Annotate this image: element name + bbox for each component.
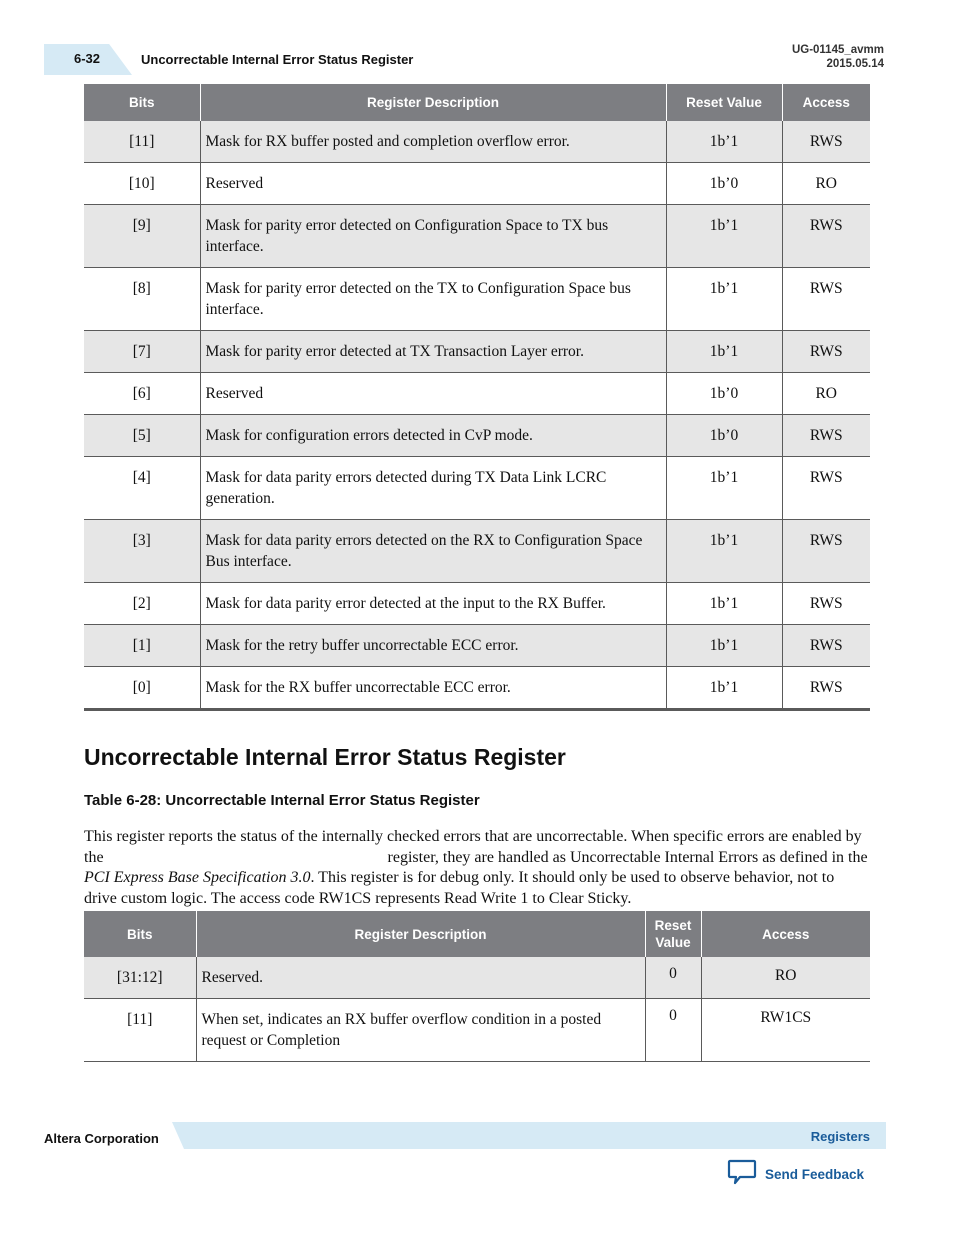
description-cell-text: Mask for parity error detected at TX Transaction Layer error. bbox=[205, 343, 584, 360]
description-cell bbox=[200, 667, 666, 710]
document-id-block bbox=[792, 43, 884, 71]
column-header-reset-value: Reset Value bbox=[666, 84, 782, 121]
access-cell bbox=[701, 999, 870, 1062]
bits-cell-text: [10] bbox=[128, 175, 155, 192]
description-cell-text: Reserved. bbox=[201, 969, 264, 986]
send-feedback-label: Send Feedback bbox=[765, 1167, 865, 1182]
bits-cell bbox=[84, 667, 200, 710]
bits-cell-text: [6] bbox=[132, 385, 151, 402]
bits-cell-text: [8] bbox=[132, 280, 151, 297]
access-cell bbox=[782, 457, 870, 520]
reset-value-cell bbox=[666, 163, 782, 205]
page-number: 6-32 bbox=[74, 51, 101, 66]
reset-value-cell bbox=[666, 415, 782, 457]
bits-cell-text: [5] bbox=[132, 427, 151, 444]
table-header-row bbox=[84, 84, 870, 121]
description-cell bbox=[200, 583, 666, 625]
bits-cell-text: [11] bbox=[127, 1011, 153, 1028]
table-row bbox=[84, 457, 870, 520]
access-cell-text: RO bbox=[774, 967, 797, 984]
bits-cell bbox=[84, 373, 200, 415]
description-cell bbox=[200, 331, 666, 373]
reset-value-cell-text: 0 bbox=[669, 965, 677, 982]
table-row bbox=[84, 415, 870, 457]
reset-value-cell-text: 1b’0 bbox=[709, 175, 739, 192]
table-row bbox=[84, 205, 870, 268]
bits-cell bbox=[84, 520, 200, 583]
access-cell-text: RWS bbox=[809, 427, 843, 444]
access-cell bbox=[701, 957, 870, 999]
column-header-access: Access bbox=[782, 84, 870, 121]
table-row bbox=[84, 667, 870, 710]
document-date: 2015.05.14 bbox=[826, 58, 884, 70]
description-cell bbox=[196, 957, 645, 999]
access-cell bbox=[782, 415, 870, 457]
bits-cell bbox=[84, 268, 200, 331]
access-cell bbox=[782, 205, 870, 268]
access-cell-text: RO bbox=[815, 175, 838, 192]
access-cell bbox=[782, 625, 870, 667]
reset-value-cell-text: 1b’1 bbox=[709, 280, 739, 297]
description-cell-text: Mask for parity error detected on Configuration Space to TX bus interface. bbox=[205, 217, 609, 255]
description-cell-text: Mask for configuration errors detected in CvP mode. bbox=[205, 427, 533, 444]
reset-value-cell bbox=[666, 373, 782, 415]
description-cell bbox=[200, 457, 666, 520]
bits-cell bbox=[84, 999, 196, 1062]
column-header-bits: Bits bbox=[84, 911, 196, 957]
reset-value-cell-text: 1b’1 bbox=[709, 595, 739, 612]
description-cell-text: Mask for the retry buffer uncorrectable ECC error. bbox=[205, 637, 519, 654]
reset-value-cell bbox=[666, 268, 782, 331]
section-paragraph bbox=[84, 827, 870, 909]
bits-cell bbox=[84, 957, 196, 999]
description-cell-text: Mask for data parity error detected at the input to the RX Buffer. bbox=[205, 595, 606, 612]
access-cell-text: RWS bbox=[809, 532, 843, 549]
reset-value-cell-text: 1b’1 bbox=[709, 217, 739, 234]
column-header-description: Register Description bbox=[200, 84, 666, 121]
bits-cell-text: [1] bbox=[132, 637, 151, 654]
access-cell bbox=[782, 373, 870, 415]
description-cell bbox=[200, 268, 666, 331]
section-heading: Uncorrectable Internal Error Status Register bbox=[84, 744, 566, 770]
access-cell-text: RWS bbox=[809, 595, 843, 612]
access-cell bbox=[782, 121, 870, 163]
table-row bbox=[84, 373, 870, 415]
description-cell-text: Mask for data parity errors detected during TX Data Link LCRC generation. bbox=[205, 469, 607, 507]
bits-cell-text: [2] bbox=[132, 595, 151, 612]
status-register-table bbox=[84, 911, 870, 1062]
description-cell bbox=[200, 520, 666, 583]
description-cell bbox=[200, 121, 666, 163]
bits-cell bbox=[84, 457, 200, 520]
bits-cell bbox=[84, 331, 200, 373]
description-cell-text: Mask for the RX buffer uncorrectable ECC error. bbox=[205, 679, 511, 696]
running-header-title: Uncorrectable Internal Error Status Register bbox=[141, 52, 414, 67]
bits-cell bbox=[84, 583, 200, 625]
bits-cell-text: [9] bbox=[132, 217, 151, 234]
reset-value-cell bbox=[666, 625, 782, 667]
description-cell-text: Mask for parity error detected on the TX to Configuration Space bus interface. bbox=[205, 280, 631, 318]
reset-value-cell-text: 1b’1 bbox=[709, 469, 739, 486]
speech-bubble-icon bbox=[727, 1158, 757, 1191]
description-cell bbox=[200, 163, 666, 205]
column-header-description: Register Description bbox=[196, 911, 645, 957]
bits-cell bbox=[84, 415, 200, 457]
reset-value-cell-text: 0 bbox=[669, 1007, 677, 1024]
reset-value-cell bbox=[666, 205, 782, 268]
bits-cell bbox=[84, 625, 200, 667]
reset-value-cell bbox=[666, 121, 782, 163]
paragraph-text-2: register, they are handled as Uncorrectable Internal Errors as defined in the bbox=[387, 848, 868, 866]
access-cell-text: RWS bbox=[809, 679, 843, 696]
reset-value-cell bbox=[666, 520, 782, 583]
mask-register-table bbox=[84, 84, 870, 711]
access-cell-text: RWS bbox=[809, 343, 843, 360]
description-cell-text: Mask for data parity errors detected on the RX to Configuration Space Bus interface. bbox=[205, 532, 643, 570]
bits-cell-text: [0] bbox=[132, 679, 151, 696]
access-cell-text: RWS bbox=[809, 469, 843, 486]
description-cell bbox=[200, 625, 666, 667]
description-cell-text: When set, indicates an RX buffer overflow condition in a posted request or Completion bbox=[201, 1011, 602, 1049]
access-cell-text: RO bbox=[815, 385, 838, 402]
footer-band bbox=[172, 1122, 886, 1149]
description-cell bbox=[196, 999, 645, 1062]
reset-value-header-text: Reset Value bbox=[654, 918, 692, 950]
reset-value-cell bbox=[645, 957, 701, 999]
table-header-row bbox=[84, 911, 870, 957]
reset-value-cell-text: 1b’1 bbox=[709, 343, 739, 360]
table-row bbox=[84, 999, 870, 1062]
reset-value-cell bbox=[666, 667, 782, 710]
table-row bbox=[84, 163, 870, 205]
access-cell bbox=[782, 268, 870, 331]
bits-cell-text: [31:12] bbox=[116, 969, 163, 986]
paragraph-text-1: This register reports the status of the internally checked errors that are uncorrectable. When specific errors are enabled by the bbox=[84, 828, 862, 866]
table-row bbox=[84, 331, 870, 373]
table-row bbox=[84, 121, 870, 163]
column-header-access: Access bbox=[701, 911, 870, 957]
bits-cell bbox=[84, 205, 200, 268]
reset-value-cell-text: 1b’1 bbox=[709, 133, 739, 150]
table-row bbox=[84, 625, 870, 667]
access-cell bbox=[782, 667, 870, 710]
footer-company: Altera Corporation bbox=[44, 1131, 159, 1146]
reset-value-cell bbox=[666, 457, 782, 520]
bits-cell-text: [11] bbox=[129, 133, 155, 150]
reset-value-cell bbox=[666, 583, 782, 625]
reset-value-cell bbox=[645, 999, 701, 1062]
spec-reference: PCI Express Base Specification 3.0 bbox=[84, 869, 311, 886]
bits-cell bbox=[84, 121, 200, 163]
bits-cell bbox=[84, 163, 200, 205]
access-cell bbox=[782, 520, 870, 583]
description-cell-text: Mask for RX buffer posted and completion overflow error. bbox=[205, 133, 570, 150]
access-cell-text: RWS bbox=[809, 133, 843, 150]
table-row bbox=[84, 583, 870, 625]
reset-value-cell-text: 1b’1 bbox=[709, 637, 739, 654]
bits-cell-text: [7] bbox=[132, 343, 151, 360]
access-cell-text: RWS bbox=[809, 217, 843, 234]
description-cell bbox=[200, 205, 666, 268]
table-row bbox=[84, 957, 870, 999]
table-caption: Table 6-28: Uncorrectable Internal Error Status Register bbox=[84, 792, 480, 809]
table-row bbox=[84, 520, 870, 583]
column-header-reset-value bbox=[645, 911, 701, 957]
description-cell bbox=[200, 415, 666, 457]
footer-section-link[interactable]: Registers bbox=[810, 1129, 870, 1144]
access-cell-text: RW1CS bbox=[760, 1009, 812, 1026]
access-cell bbox=[782, 331, 870, 373]
description-cell bbox=[200, 373, 666, 415]
description-cell-text: Reserved bbox=[205, 175, 264, 192]
table-row bbox=[84, 268, 870, 331]
reset-value-cell-text: 1b’0 bbox=[709, 385, 739, 402]
access-cell bbox=[782, 163, 870, 205]
access-cell bbox=[782, 583, 870, 625]
bits-cell-text: [4] bbox=[132, 469, 151, 486]
reset-value-cell-text: 1b’1 bbox=[709, 679, 739, 696]
access-cell-text: RWS bbox=[809, 637, 843, 654]
column-header-bits: Bits bbox=[84, 84, 200, 121]
bits-cell-text: [3] bbox=[132, 532, 151, 549]
reset-value-cell-text: 1b’1 bbox=[709, 532, 739, 549]
access-cell-text: RWS bbox=[809, 280, 843, 297]
reset-value-cell bbox=[666, 331, 782, 373]
send-feedback-link[interactable] bbox=[727, 1158, 864, 1191]
document-id: UG-01145_avmm bbox=[791, 44, 884, 56]
description-cell-text: Reserved bbox=[205, 385, 264, 402]
paragraph-text-3: . This register is for debug only. It should only be used to observe behavior, not to drive custom logic. The access code RW1CS represents Read Write 1 to Clear Sticky. bbox=[84, 869, 835, 907]
reset-value-cell-text: 1b’0 bbox=[709, 427, 739, 444]
